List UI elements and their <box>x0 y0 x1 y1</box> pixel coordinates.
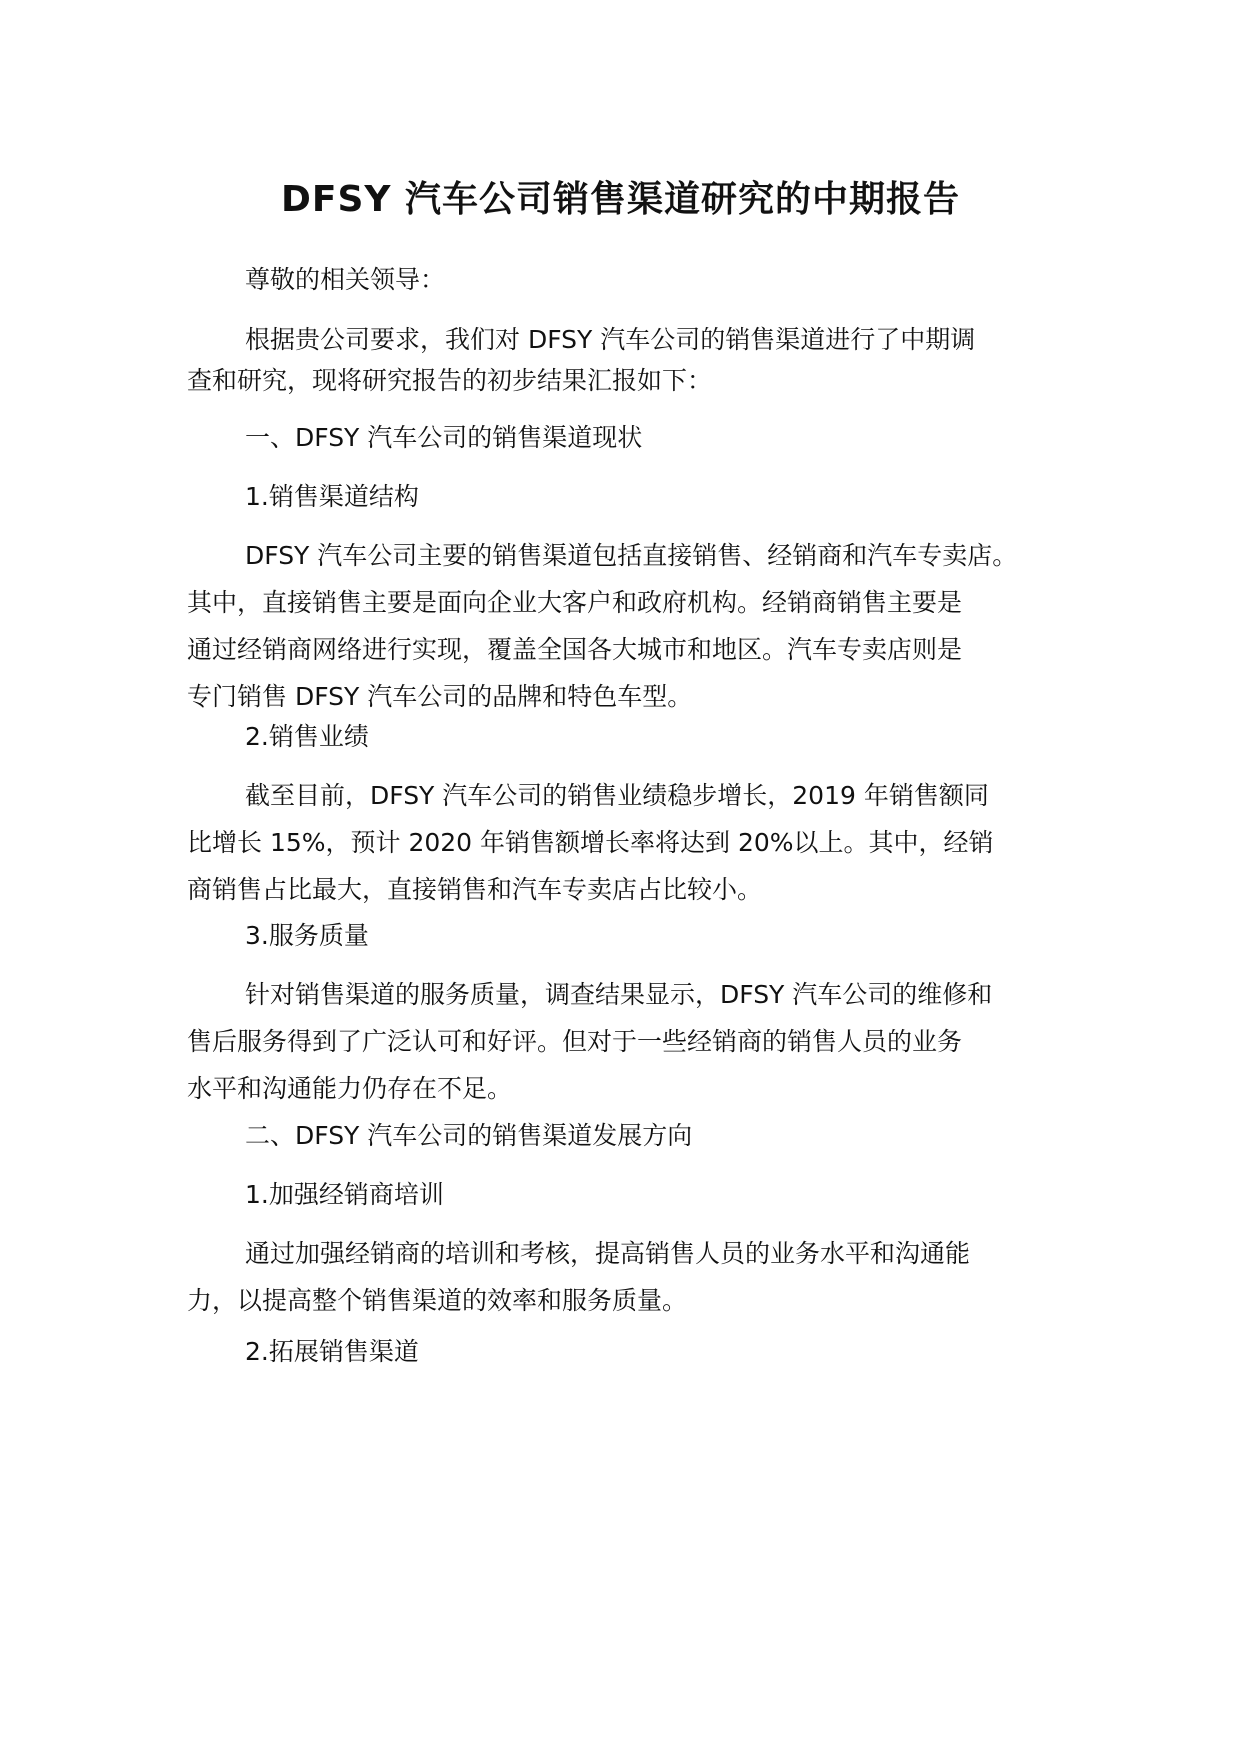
section2-sub2-heading: 2.拓展销售渠道 <box>245 1337 419 1366</box>
salutation: 尊敬的相关领导： <box>245 265 446 294</box>
section1-sub1-line-1: DFSY 汽车公司主要的销售渠道包括直接销售、经销商和汽车专卖店。 <box>245 541 1018 570</box>
section1-heading: 一、DFSY 汽车公司的销售渠道现状 <box>245 423 643 452</box>
section1-sub1-line-2: 其中，直接销售主要是面向企业大客户和政府机构。经销商销售主要是 <box>187 588 963 617</box>
section2-heading: 二、DFSY 汽车公司的销售渠道发展方向 <box>245 1121 693 1150</box>
section1-sub2-paragraph <box>0 772 994 913</box>
section1-sub2-line-3: 商销售占比最大，直接销售和汽车专卖店占比较小。 <box>187 875 763 904</box>
section2-sub1-paragraph <box>0 1230 970 1324</box>
section1-sub3-heading: 3.服务质量 <box>245 921 369 950</box>
section1-sub1-line-3: 通过经销商网络进行实现，覆盖全国各大城市和地区。汽车专卖店则是 <box>187 635 963 664</box>
section1-sub1-paragraph <box>0 532 1017 720</box>
section1-sub3-paragraph <box>0 971 992 1112</box>
section1-sub3-line-3: 水平和沟通能力仍存在不足。 <box>187 1074 513 1103</box>
section2-sub1-heading: 1.加强经销商培训 <box>245 1180 444 1209</box>
intro-paragraph <box>0 316 975 404</box>
section1-sub2-heading: 2.销售业绩 <box>245 722 369 751</box>
section2-sub1-line-2: 力，以提高整个销售渠道的效率和服务质量。 <box>187 1286 688 1315</box>
section1-sub2-line-2: 比增长 15%，预计 2020 年销售额增长率将达到 20%以上。其中，经销 <box>187 828 994 857</box>
document-title: DFSY 汽车公司销售渠道研究的中期报告 <box>280 179 960 220</box>
section1-sub3-line-1: 针对销售渠道的服务质量，调查结果显示，DFSY 汽车公司的维修和 <box>245 980 993 1009</box>
section1-sub1-line-4: 专门销售 DFSY 汽车公司的品牌和特色车型。 <box>187 682 693 711</box>
section2-sub1-line-1: 通过加强经销商的培训和考核，提高销售人员的业务水平和沟通能 <box>245 1239 971 1268</box>
section1-sub1-heading: 1.销售渠道结构 <box>245 482 419 511</box>
intro-line-1: 根据贵公司要求，我们对 DFSY 汽车公司的销售渠道进行了中期调 <box>245 325 976 354</box>
section1-sub2-line-1: 截至目前，DFSY 汽车公司的销售业绩稳步增长，2019 年销售额同 <box>245 781 989 810</box>
section1-sub3-line-2: 售后服务得到了广泛认可和好评。但对于一些经销商的销售人员的业务 <box>187 1027 963 1056</box>
intro-line-2: 查和研究，现将研究报告的初步结果汇报如下： <box>187 366 713 395</box>
